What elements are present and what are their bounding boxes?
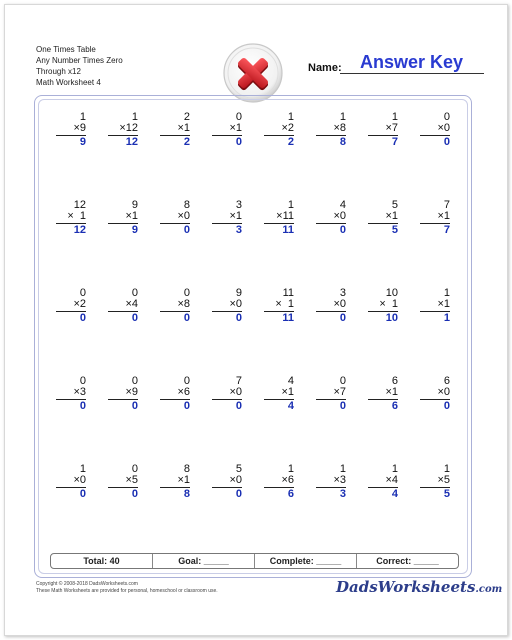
product: 0 <box>339 400 346 412</box>
multiplier: ×0 <box>420 123 450 136</box>
product: 7 <box>391 136 398 148</box>
multiplier: ×1 <box>160 123 190 136</box>
problem <box>160 288 190 324</box>
product: 11 <box>282 312 294 324</box>
problem <box>108 200 138 236</box>
multiplicand: 1 <box>339 111 346 123</box>
multiplicand: 3 <box>339 287 346 299</box>
problem <box>368 464 398 500</box>
multiplicand: 3 <box>235 199 242 211</box>
info-line-range: Through x12 <box>36 67 81 76</box>
product: 0 <box>339 224 346 236</box>
problem <box>212 376 242 412</box>
problem <box>368 200 398 236</box>
product: 0 <box>183 224 190 236</box>
info-line-number: Math Worksheet 4 <box>36 78 101 87</box>
problem-row <box>42 376 466 464</box>
multiplier: ×0 <box>316 299 346 312</box>
product: 11 <box>282 224 294 236</box>
problem <box>108 288 138 324</box>
problem <box>316 112 346 148</box>
product: 0 <box>183 312 190 324</box>
problem <box>264 112 294 148</box>
problem <box>316 200 346 236</box>
multiplicand: 1 <box>287 463 294 475</box>
multiplicand: 1 <box>443 287 450 299</box>
multiplicand: 7 <box>443 199 450 211</box>
copyright-line: Copyright © 2008-2018 DadsWorksheets.com <box>36 581 138 587</box>
product: 8 <box>339 136 346 148</box>
multiplier: × 1 <box>56 211 86 224</box>
product: 4 <box>391 488 398 500</box>
multiplier: ×0 <box>212 387 242 400</box>
name-field <box>308 52 486 74</box>
problem <box>368 112 398 148</box>
multiplicand: 1 <box>287 111 294 123</box>
answer-key-title: Answer Key <box>360 52 464 72</box>
multiplicand: 4 <box>287 375 294 387</box>
product: 0 <box>79 488 86 500</box>
multiplier: ×3 <box>56 387 86 400</box>
multiplier: ×1 <box>108 211 138 224</box>
multiplier: ×1 <box>160 475 190 488</box>
problem <box>316 288 346 324</box>
product: 0 <box>235 312 242 324</box>
multiplier: ×1 <box>420 299 450 312</box>
multiplier: ×8 <box>160 299 190 312</box>
product: 0 <box>235 488 242 500</box>
problem-row <box>42 200 466 288</box>
multiplicand: 0 <box>235 111 242 123</box>
problem-row <box>42 112 466 200</box>
multiplier: ×0 <box>56 475 86 488</box>
product: 9 <box>79 136 86 148</box>
multiplicand: 1 <box>79 463 86 475</box>
product: 12 <box>125 136 138 148</box>
multiplicand: 9 <box>131 199 138 211</box>
problem <box>316 464 346 500</box>
multiplicand: 0 <box>131 463 138 475</box>
problem <box>212 464 242 500</box>
multiplier: ×4 <box>368 475 398 488</box>
problem-grid <box>42 112 466 552</box>
product: 4 <box>287 400 294 412</box>
multiplier: ×1 <box>368 387 398 400</box>
multiplier: ×1 <box>212 123 242 136</box>
product: 0 <box>339 312 346 324</box>
problem <box>108 112 138 148</box>
multiplier: ×0 <box>316 211 346 224</box>
usage-line: These Math Worksheets are provided for personal, homeschool or classroom use. <box>36 588 218 594</box>
product: 0 <box>235 136 242 148</box>
multiplier: ×8 <box>316 123 346 136</box>
multiplicand: 1 <box>131 111 138 123</box>
multiplicand: 12 <box>73 199 86 211</box>
problem <box>108 464 138 500</box>
multiplier: ×0 <box>160 211 190 224</box>
worksheet-info <box>36 44 123 88</box>
problem <box>316 376 346 412</box>
total-count: Total: 40 <box>51 554 153 568</box>
info-line-title: One Times Table <box>36 45 96 54</box>
multiplicand: 7 <box>235 375 242 387</box>
problem <box>212 112 242 148</box>
multiplicand: 1 <box>339 463 346 475</box>
brand-name: DadsWorksheets <box>336 578 476 596</box>
complete-field: Complete: _____ <box>255 554 357 568</box>
problem <box>264 288 294 324</box>
multiplier: ×7 <box>368 123 398 136</box>
brand-logo <box>336 578 502 596</box>
product: 0 <box>131 488 138 500</box>
product: 0 <box>79 400 86 412</box>
multiplicand: 0 <box>183 375 190 387</box>
multiplier: ×3 <box>316 475 346 488</box>
problem <box>160 200 190 236</box>
multiplier: ×1 <box>264 387 294 400</box>
product: 9 <box>131 224 138 236</box>
multiplier: ×0 <box>420 387 450 400</box>
product: 0 <box>131 400 138 412</box>
multiplier: × 1 <box>264 299 294 312</box>
multiplier: ×1 <box>368 211 398 224</box>
multiplicand: 8 <box>183 463 190 475</box>
product: 10 <box>385 312 398 324</box>
product: 1 <box>443 312 450 324</box>
product: 0 <box>235 400 242 412</box>
product: 3 <box>235 224 242 236</box>
product: 2 <box>183 136 190 148</box>
problem <box>56 288 86 324</box>
multiplier: ×6 <box>160 387 190 400</box>
problem-row <box>42 464 466 552</box>
problem <box>212 200 242 236</box>
brand-suffix: .com <box>475 584 503 595</box>
multiplier: ×12 <box>108 123 138 136</box>
multiplier: ×0 <box>212 299 242 312</box>
multiplicand: 6 <box>443 375 450 387</box>
multiplicand: 0 <box>79 375 86 387</box>
score-bar <box>50 553 459 569</box>
multiplicand: 2 <box>183 111 190 123</box>
problem <box>420 464 450 500</box>
problem <box>420 288 450 324</box>
multiplier: ×9 <box>56 123 86 136</box>
multiplier: ×0 <box>212 475 242 488</box>
multiplier: ×2 <box>56 299 86 312</box>
copyright-notice <box>36 581 218 595</box>
problem <box>160 376 190 412</box>
multiplicand: 1 <box>443 463 450 475</box>
problem <box>56 112 86 148</box>
problem <box>264 376 294 412</box>
multiplicand: 11 <box>282 287 294 299</box>
product: 5 <box>391 224 398 236</box>
multiplier: ×2 <box>264 123 294 136</box>
product: 0 <box>443 400 450 412</box>
problem <box>56 376 86 412</box>
multiplier: ×5 <box>420 475 450 488</box>
problem <box>160 112 190 148</box>
multiplier: ×5 <box>108 475 138 488</box>
multiplier: ×1 <box>420 211 450 224</box>
multiplier: ×4 <box>108 299 138 312</box>
multiplicand: 8 <box>183 199 190 211</box>
multiplicand: 1 <box>391 111 398 123</box>
product: 12 <box>73 224 86 236</box>
problem <box>56 464 86 500</box>
problem <box>368 288 398 324</box>
multiplier: ×9 <box>108 387 138 400</box>
product: 6 <box>391 400 398 412</box>
multiplicand: 1 <box>391 463 398 475</box>
product: 8 <box>183 488 190 500</box>
problem <box>56 200 86 236</box>
product: 3 <box>339 488 346 500</box>
problem <box>212 288 242 324</box>
multiplicand: 5 <box>235 463 242 475</box>
multiplier: × 1 <box>368 299 398 312</box>
multiplier: ×1 <box>212 211 242 224</box>
correct-field: Correct: _____ <box>376 556 439 566</box>
product: 0 <box>443 136 450 148</box>
problem <box>420 112 450 148</box>
product: 0 <box>79 312 86 324</box>
multiplicand: 0 <box>131 375 138 387</box>
info-line-subtitle: Any Number Times Zero <box>36 56 123 65</box>
name-label: Name: <box>308 62 342 74</box>
multiplicand: 9 <box>235 287 242 299</box>
multiplicand: 0 <box>443 111 450 123</box>
multiplicand: 1 <box>79 111 86 123</box>
problem-row <box>42 288 466 376</box>
multiplicand: 0 <box>339 375 346 387</box>
multiplicand: 6 <box>391 375 398 387</box>
product: 0 <box>131 312 138 324</box>
multiplier: ×11 <box>264 211 294 224</box>
problem <box>420 376 450 412</box>
multiplier: ×6 <box>264 475 294 488</box>
multiplicand: 0 <box>79 287 86 299</box>
product: 5 <box>443 488 450 500</box>
problem <box>160 464 190 500</box>
product: 6 <box>287 488 294 500</box>
multiplicand: 1 <box>287 199 294 211</box>
name-line <box>340 73 484 74</box>
multiplicand: 10 <box>385 287 398 299</box>
problem <box>420 200 450 236</box>
product: 0 <box>183 400 190 412</box>
goal-field: Goal: _____ <box>153 554 255 568</box>
product: 7 <box>443 224 450 236</box>
problem <box>108 376 138 412</box>
multiplier: ×7 <box>316 387 346 400</box>
multiplicand: 0 <box>183 287 190 299</box>
multiplicand: 5 <box>391 199 398 211</box>
problem <box>264 464 294 500</box>
problem <box>264 200 294 236</box>
multiplicand: 0 <box>131 287 138 299</box>
multiplicand: 4 <box>339 199 346 211</box>
product: 2 <box>287 136 294 148</box>
problem <box>368 376 398 412</box>
